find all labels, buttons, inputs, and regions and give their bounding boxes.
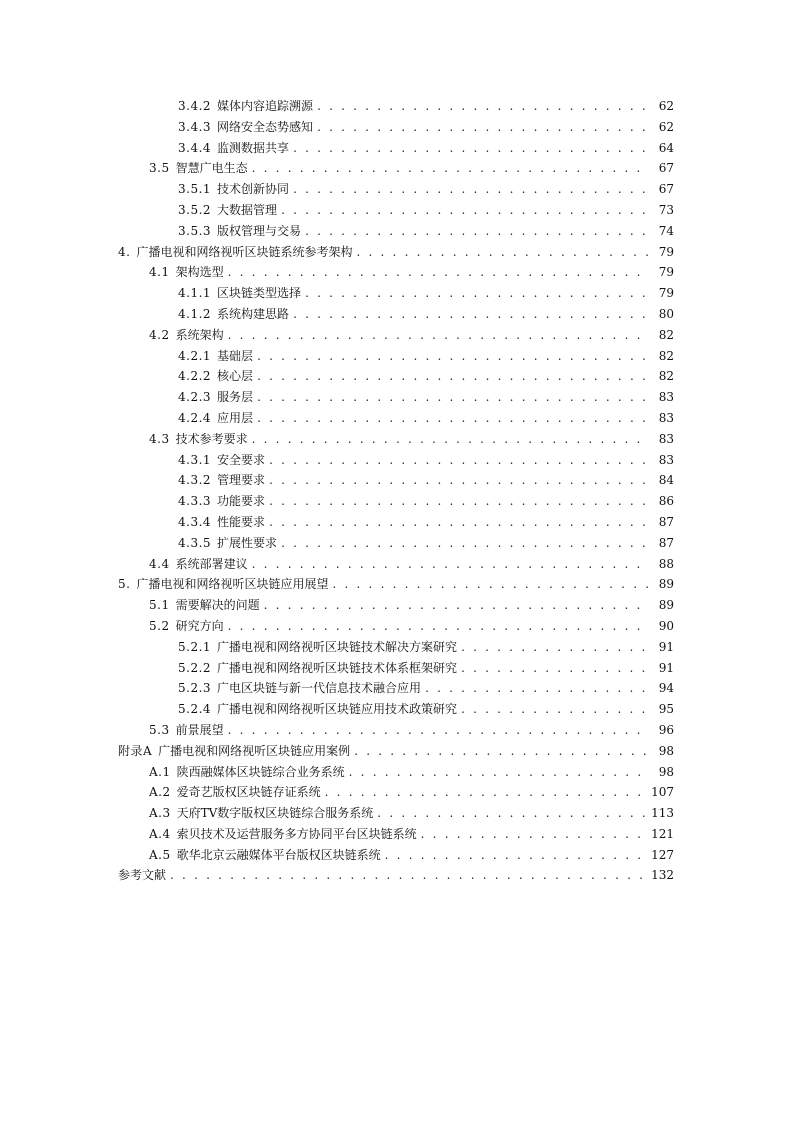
- toc-entry[interactable]: [118, 658, 674, 679]
- toc-entry-row: [118, 242, 674, 263]
- toc-entry[interactable]: [118, 554, 674, 575]
- toc-section-number: A.4: [149, 826, 171, 841]
- toc-section-title: 广播电视和网络视听区块链系统参考架构: [136, 244, 353, 259]
- toc-entry[interactable]: [118, 242, 674, 263]
- toc-section-number: 4.3.5: [178, 535, 212, 550]
- toc-entry[interactable]: [118, 741, 674, 762]
- toc-entry[interactable]: [118, 803, 674, 824]
- toc-entry-row: [178, 221, 674, 242]
- toc-section-title: 广播电视和网络视听区块链应用展望: [136, 577, 329, 592]
- toc-page-number: 80: [658, 306, 674, 321]
- toc-dot-leader: [332, 574, 648, 595]
- toc-dot-leader: [257, 387, 648, 408]
- toc-dot-leader: [264, 595, 648, 616]
- toc-section-title: 性能要求: [217, 514, 266, 529]
- toc-entry-row: [178, 179, 674, 200]
- toc-entry[interactable]: [118, 429, 674, 450]
- toc-section-title: 参考文献: [118, 868, 167, 883]
- toc-dot-leader: [293, 138, 648, 159]
- toc-entry[interactable]: [118, 491, 674, 512]
- toc-page-number: 132: [651, 868, 674, 883]
- toc-dot-leader: [461, 637, 648, 658]
- toc-section-number: 3.5.3: [178, 223, 212, 238]
- toc-dot-leader: [281, 200, 648, 221]
- toc-section-title: 应用层: [217, 410, 254, 425]
- toc-dot-leader: [293, 304, 648, 325]
- toc-section-title: 管理要求: [217, 473, 266, 488]
- toc-section-number: 5.2.2: [178, 660, 212, 675]
- toc-entry[interactable]: [118, 200, 674, 221]
- toc-entry[interactable]: [118, 304, 674, 325]
- toc-page-number: 83: [658, 431, 674, 446]
- toc-page-number: 95: [658, 702, 674, 717]
- toc-section-number: 5.2.1: [178, 639, 212, 654]
- toc-page-number: 113: [651, 806, 674, 821]
- toc-entry-row: [178, 470, 674, 491]
- toc-dot-leader: [305, 221, 648, 242]
- toc-dot-leader: [425, 678, 648, 699]
- toc-entry[interactable]: [118, 512, 674, 533]
- toc-entry[interactable]: [118, 616, 674, 637]
- toc-page-number: 88: [658, 556, 674, 571]
- toc-section-title: 媒体内容追踪溯源: [217, 99, 314, 113]
- toc-dot-leader: [356, 242, 648, 263]
- toc-section-number: 4.2.3: [178, 390, 212, 405]
- toc-entry-row: [149, 595, 674, 616]
- toc-page-number: 107: [651, 785, 674, 800]
- toc-entry[interactable]: [118, 450, 674, 471]
- toc-entry[interactable]: [118, 117, 674, 138]
- toc-entry[interactable]: [118, 782, 674, 803]
- toc-page-number: 82: [658, 327, 674, 342]
- toc-entry-row: [178, 450, 674, 471]
- toc-dot-leader: [354, 741, 648, 762]
- toc-section-title: 需要解决的问题: [175, 598, 260, 613]
- toc-section-number: 3.5.1: [178, 182, 212, 197]
- toc-entry-row: [178, 658, 674, 679]
- toc-entry-row: [149, 824, 674, 845]
- toc-section-number: 3.5: [149, 161, 170, 176]
- toc-dot-leader: [228, 720, 648, 741]
- toc-page-number: 82: [658, 348, 674, 363]
- toc-entry-row: [178, 491, 674, 512]
- toc-section-title: 陕西融媒体区块链综合业务系统: [176, 764, 345, 779]
- toc-entry[interactable]: [118, 845, 674, 866]
- toc-entry-row: [118, 865, 674, 886]
- toc-section-number: A.3: [149, 806, 171, 821]
- toc-page-number: 91: [658, 660, 674, 675]
- toc-entry-row: [149, 554, 674, 575]
- toc-page-number: 91: [658, 639, 674, 654]
- toc-dot-leader: [269, 450, 648, 471]
- toc-section-number: 5.2.4: [178, 702, 212, 717]
- toc-section-title: 架构选型: [175, 265, 224, 280]
- toc-entry[interactable]: [118, 221, 674, 242]
- toc-page-number: 90: [658, 618, 674, 633]
- toc-entry-row: [178, 346, 674, 367]
- toc-section-number: A.1: [149, 764, 171, 779]
- toc-section-title: 基础层: [217, 348, 254, 363]
- toc-section-title: 技术参考要求: [175, 431, 248, 446]
- toc-section-number: 4.3.1: [178, 452, 212, 467]
- toc-entry-row: [149, 325, 674, 346]
- toc-dot-leader: [349, 762, 648, 783]
- toc-section-number: 5.1: [149, 598, 170, 613]
- toc-dot-leader: [385, 845, 647, 866]
- toc-entry-row: [178, 117, 674, 138]
- toc-page-number: 83: [658, 390, 674, 405]
- toc-section-number: 5.3: [149, 722, 170, 737]
- toc-entry-row: [149, 429, 674, 450]
- toc-section-title: 广播电视和网络视听区块链应用案例: [158, 743, 351, 758]
- toc-section-title: 索贝技术及运营服务多方协同平台区块链系统: [176, 826, 417, 841]
- toc-page-number: 89: [658, 598, 674, 613]
- toc-dot-leader: [461, 699, 648, 720]
- toc-section-number: 3.4.4: [178, 140, 212, 155]
- toc-dot-leader: [269, 512, 648, 533]
- toc-dot-leader: [257, 366, 648, 387]
- toc-entry[interactable]: [118, 824, 674, 845]
- toc-entry[interactable]: [118, 96, 674, 117]
- toc-section-title: 版权管理与交易: [217, 223, 302, 238]
- toc-section-number: 4.2.4: [178, 410, 212, 425]
- toc-entry-row: [149, 803, 674, 824]
- toc-dot-leader: [170, 865, 647, 886]
- toc-entry-row: [178, 138, 674, 159]
- toc-section-title: 安全要求: [217, 452, 266, 467]
- toc-dot-leader: [421, 824, 647, 845]
- toc-dot-leader: [252, 158, 648, 179]
- toc-section-title: 系统部署建议: [175, 556, 248, 571]
- toc-section-number: 附录A: [118, 743, 153, 758]
- toc-entry-row: [149, 762, 674, 783]
- toc-page-number: 86: [658, 494, 674, 509]
- toc-page-number: 74: [658, 223, 674, 238]
- toc-page-number: 67: [658, 161, 674, 176]
- toc-page-number: 87: [658, 514, 674, 529]
- toc-section-title: 前景展望: [175, 722, 224, 737]
- toc-section-number: 4.1.2: [178, 306, 212, 321]
- table-of-contents: [118, 96, 674, 886]
- toc-page-number: 79: [658, 244, 674, 259]
- toc-entry-row: [149, 616, 674, 637]
- toc-dot-leader: [228, 262, 648, 283]
- toc-section-title: 广播电视和网络视听区块链技术体系框架研究: [217, 660, 458, 675]
- toc-page-number: 98: [658, 743, 674, 758]
- toc-entry[interactable]: [118, 325, 674, 346]
- toc-entry-row: [149, 720, 674, 741]
- toc-section-number: 4.3.2: [178, 473, 212, 488]
- toc-page-number: 121: [651, 826, 674, 841]
- toc-section-title: 网络安全态势感知: [217, 119, 314, 134]
- toc-section-title: 爱奇艺版权区块链存证系统: [176, 785, 321, 800]
- toc-dot-leader: [252, 554, 648, 575]
- toc-entry-row: [149, 782, 674, 803]
- toc-entry[interactable]: [118, 699, 674, 720]
- toc-dot-leader: [228, 325, 648, 346]
- toc-section-title: 大数据管理: [217, 202, 278, 217]
- toc-page-number: 94: [658, 681, 674, 696]
- toc-page-number: 83: [658, 452, 674, 467]
- toc-entry-row: [178, 283, 674, 304]
- toc-entry[interactable]: [118, 283, 674, 304]
- toc-entry-row: [149, 845, 674, 866]
- toc-section-number: 5.: [118, 577, 131, 592]
- toc-section-number: 4.1.1: [178, 286, 212, 301]
- toc-dot-leader: [461, 658, 648, 679]
- toc-entry-row: [178, 408, 674, 429]
- toc-entry-row: [178, 387, 674, 408]
- toc-entry[interactable]: [118, 408, 674, 429]
- toc-dot-leader: [228, 616, 648, 637]
- toc-section-number: 4.: [118, 244, 131, 259]
- toc-page-number: 82: [658, 369, 674, 384]
- toc-page-number: 127: [651, 847, 674, 862]
- toc-entry-row: [178, 304, 674, 325]
- toc-page-number: 83: [658, 410, 674, 425]
- toc-section-number: 5.2: [149, 618, 170, 633]
- toc-page-number: 67: [658, 182, 674, 197]
- toc-entry[interactable]: [118, 574, 674, 595]
- toc-entry-row: [178, 200, 674, 221]
- toc-entry-row: [178, 533, 674, 554]
- toc-entry[interactable]: [118, 678, 674, 699]
- toc-dot-leader: [305, 283, 648, 304]
- toc-section-number: A.5: [149, 847, 171, 862]
- toc-section-number: 3.5.2: [178, 202, 212, 217]
- toc-section-number: 4.3.3: [178, 494, 212, 509]
- toc-entry[interactable]: [118, 346, 674, 367]
- toc-section-number: 3.4.3: [178, 119, 212, 134]
- toc-entry[interactable]: [118, 366, 674, 387]
- toc-section-number: 4.3.4: [178, 514, 212, 529]
- toc-entry[interactable]: [118, 387, 674, 408]
- toc-entry-row: [178, 637, 674, 658]
- toc-section-number: 4.4: [149, 556, 170, 571]
- toc-page-number: 96: [658, 722, 674, 737]
- toc-entry[interactable]: [118, 262, 674, 283]
- toc-entry-row: [178, 699, 674, 720]
- toc-section-title: 扩展性要求: [217, 535, 278, 550]
- toc-page-number: 79: [658, 286, 674, 301]
- toc-dot-leader: [377, 803, 647, 824]
- toc-section-number: 4.2.1: [178, 348, 212, 363]
- toc-dot-leader: [325, 782, 647, 803]
- toc-entry-row: [149, 262, 674, 283]
- toc-section-number: 5.2.3: [178, 681, 212, 696]
- toc-entry[interactable]: [118, 720, 674, 741]
- toc-section-title: 系统构建思路: [217, 306, 290, 321]
- toc-entry[interactable]: [118, 865, 674, 886]
- toc-page-number: 73: [658, 202, 674, 217]
- toc-entry[interactable]: [118, 533, 674, 554]
- toc-entry-row: [178, 678, 674, 699]
- toc-section-title: 智慧广电生态: [175, 161, 248, 176]
- toc-section-title: 天府TV数字版权区块链综合服务系统: [176, 806, 374, 821]
- toc-dot-leader: [257, 346, 648, 367]
- toc-dot-leader: [257, 408, 648, 429]
- toc-section-title: 广播电视和网络视听区块链应用技术政策研究: [217, 702, 458, 717]
- toc-section-number: A.2: [149, 785, 171, 800]
- toc-section-number: 3.4.2: [178, 99, 212, 113]
- toc-section-number: 4.1: [149, 265, 170, 280]
- toc-section-title: 区块链类型选择: [217, 286, 302, 301]
- toc-section-title: 技术创新协同: [217, 182, 290, 197]
- toc-page-number: 64: [658, 140, 674, 155]
- toc-section-number: 4.2.2: [178, 369, 212, 384]
- toc-page-number: 98: [658, 764, 674, 779]
- toc-entry[interactable]: [118, 762, 674, 783]
- toc-page-number: 79: [658, 265, 674, 280]
- toc-entry-row: [178, 366, 674, 387]
- toc-section-title: 功能要求: [217, 494, 266, 509]
- toc-entry-row: [178, 96, 674, 117]
- toc-page-number: 62: [658, 119, 674, 134]
- toc-entry[interactable]: [118, 179, 674, 200]
- toc-entry-row: [178, 512, 674, 533]
- toc-entry-row: [118, 741, 674, 762]
- toc-page-number: 89: [658, 577, 674, 592]
- toc-dot-leader: [269, 470, 648, 491]
- toc-section-number: 4.2: [149, 327, 170, 342]
- toc-dot-leader: [281, 533, 648, 554]
- toc-section-title: 广播电视和网络视听区块链技术解决方案研究: [217, 639, 458, 654]
- toc-entry[interactable]: [118, 138, 674, 159]
- toc-section-title: 研究方向: [175, 618, 224, 633]
- toc-page-number: 62: [658, 99, 674, 113]
- toc-section-title: 广电区块链与新一代信息技术融合应用: [217, 681, 422, 696]
- toc-dot-leader: [317, 96, 648, 117]
- toc-entry[interactable]: [118, 158, 674, 179]
- toc-entry-row: [118, 574, 674, 595]
- toc-entry[interactable]: [118, 595, 674, 616]
- toc-section-title: 服务层: [217, 390, 254, 405]
- toc-dot-leader: [317, 117, 648, 138]
- toc-section-number: 4.3: [149, 431, 170, 446]
- toc-entry[interactable]: [118, 470, 674, 491]
- toc-section-title: 核心层: [217, 369, 254, 384]
- toc-dot-leader: [269, 491, 648, 512]
- toc-entry-row: [149, 158, 674, 179]
- toc-section-title: 歌华北京云融媒体平台版权区块链系统: [176, 847, 381, 862]
- toc-section-title: 监测数据共享: [217, 140, 290, 155]
- toc-page-number: 87: [658, 535, 674, 550]
- toc-page-number: 84: [658, 473, 674, 488]
- toc-dot-leader: [293, 179, 648, 200]
- toc-dot-leader: [252, 429, 648, 450]
- toc-entry[interactable]: [118, 637, 674, 658]
- toc-section-title: 系统架构: [175, 327, 224, 342]
